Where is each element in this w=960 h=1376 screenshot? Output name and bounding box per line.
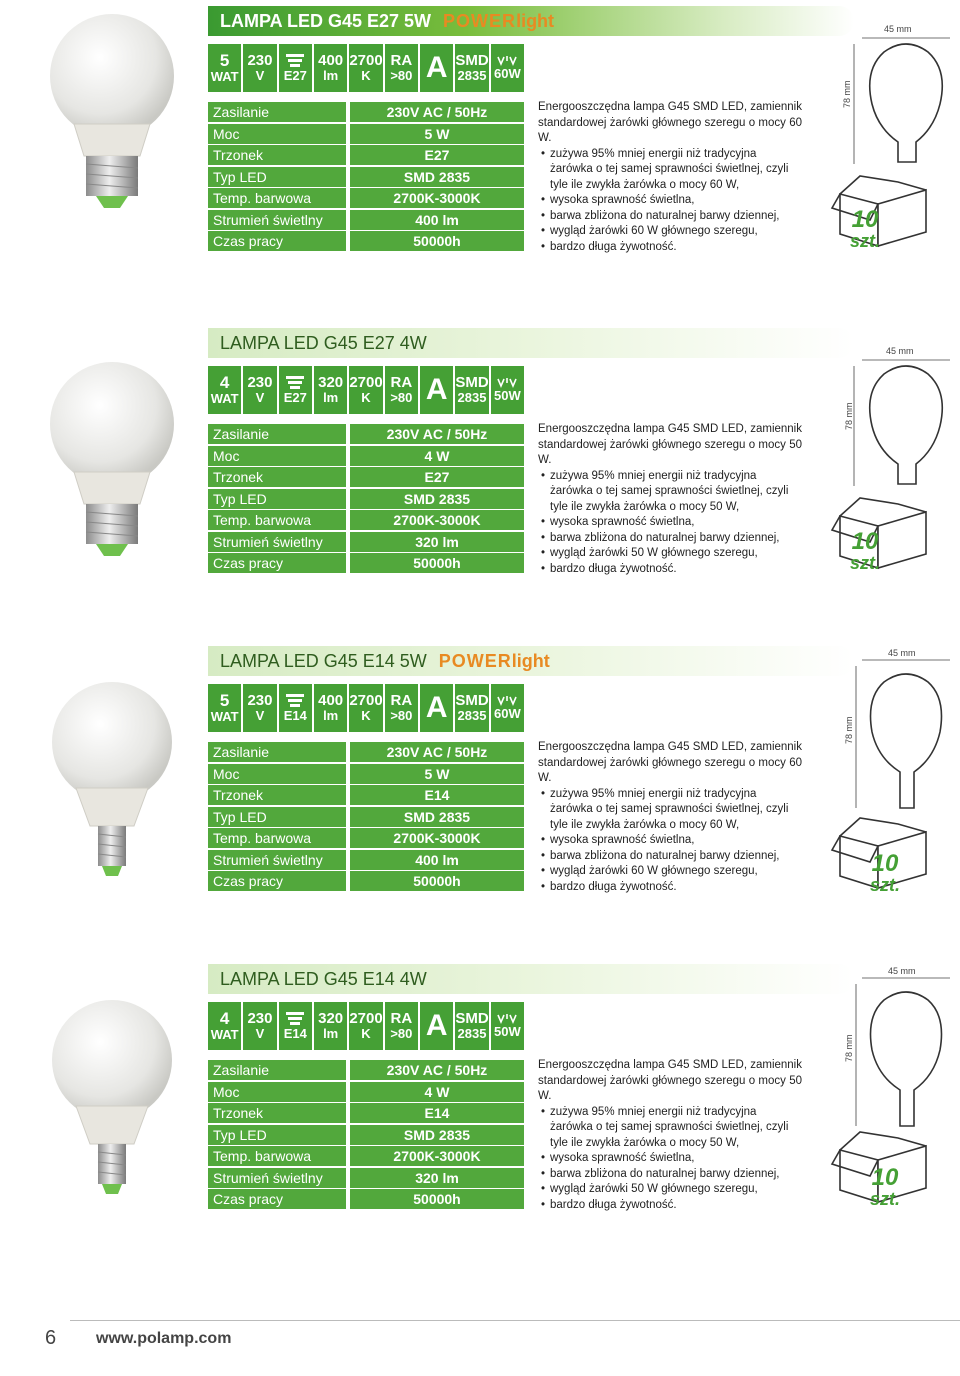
spec-value: 320 lm — [350, 532, 524, 552]
spec-row — [208, 1082, 524, 1102]
width-label: 45 mm — [888, 966, 916, 976]
spec-value: 4 W — [350, 1082, 524, 1102]
spec-value: 2700K-3000K — [350, 1146, 524, 1166]
lumen-icon: 320 lm — [314, 1002, 347, 1050]
spec-row — [208, 489, 524, 509]
cri-icon: RA >80 — [385, 1002, 418, 1050]
spec-row — [208, 124, 524, 144]
list-item: • zużywa 95% mniej energii niż tradycyjna żarówka o tej samej sprawności świetlnej, czyli tyle ile zwykła żarówka o mocy 50 W, — [538, 1105, 802, 1152]
product-card — [0, 958, 960, 1258]
lumen-icon: 400 lm — [314, 684, 347, 732]
spec-row — [208, 510, 524, 530]
spec-label: Strumień świetlny — [208, 850, 346, 870]
cri-icon: RA >80 — [385, 684, 418, 732]
lumen-icon: 400 lm — [314, 44, 347, 92]
spec-value: 230V AC / 50Hz — [350, 1060, 524, 1080]
list-item: • barwa zbliżona do naturalnej barwy dziennej, — [538, 209, 802, 225]
spec-row — [208, 1103, 524, 1123]
description-intro: Energooszczędna lampa G45 SMD LED, zamiennik standardowej żarówki głównego szeregu o mocy 60 W. — [538, 741, 802, 784]
feature-icons — [208, 44, 524, 92]
spec-row — [208, 1125, 524, 1145]
list-item: • wygląd żarówki 60 W głównego szeregu, — [538, 224, 802, 240]
spec-label: Temp. barwowa — [208, 188, 346, 208]
spec-row — [208, 210, 524, 230]
product-card — [0, 640, 960, 940]
spec-label: Czas pracy — [208, 553, 346, 573]
list-item: • wygląd żarówki 50 W głównego szeregu, — [538, 546, 802, 562]
spec-row — [208, 167, 524, 187]
spec-table — [208, 102, 524, 253]
spec-value: SMD 2835 — [350, 1125, 524, 1145]
list-item: • zużywa 95% mniej energii niż tradycyjna żarówka o tej samej sprawności świetlnej, czyli tyle ile zwykła żarówka o mocy 60 W, — [538, 147, 802, 194]
list-item: • zużywa 95% mniej energii niż tradycyjna żarówka o tej samej sprawności świetlnej, czyli tyle ile zwykła żarówka o mocy 50 W, — [538, 469, 802, 516]
spec-row — [208, 785, 524, 805]
spec-row — [208, 1189, 524, 1209]
quantity-badge: 10 szt. — [850, 206, 881, 251]
product-title-bar — [208, 964, 854, 994]
powerlight-logo: POWERlight — [443, 11, 555, 31]
list-item: • bardzo długa żywotność. — [538, 1198, 802, 1214]
description-intro: Energooszczędna lampa G45 SMD LED, zamiennik standardowej żarówki głównego szeregu o mocy 50 W. — [538, 1059, 802, 1102]
spec-label: Temp. barwowa — [208, 1146, 346, 1166]
dimension-diagram — [820, 640, 960, 900]
spec-label: Trzonek — [208, 785, 346, 805]
feature-icons — [208, 1002, 524, 1050]
spec-value: SMD 2835 — [350, 489, 524, 509]
bulb-photo-icon — [22, 6, 202, 236]
feature-list — [538, 147, 802, 256]
wattage-icon: 4 WAT — [208, 1002, 241, 1050]
list-item: • wygląd żarówki 50 W głównego szeregu, — [538, 1182, 802, 1198]
spec-row — [208, 807, 524, 827]
product-description — [538, 740, 802, 895]
smd-icon: SMD 2835 — [455, 366, 488, 414]
spec-table — [208, 1060, 524, 1211]
spec-row — [208, 102, 524, 122]
base-socket-icon: E14 — [279, 684, 312, 732]
page-number: 6 — [45, 1327, 57, 1349]
spec-value: 320 lm — [350, 1168, 524, 1188]
list-item: • wysoka sprawność świetlna, — [538, 515, 802, 531]
list-item: • zużywa 95% mniej energii niż tradycyjna żarówka o tej samej sprawności świetlnej, czyli tyle ile zwykła żarówka o mocy 60 W, — [538, 787, 802, 834]
voltage-icon: 230 V — [243, 1002, 276, 1050]
list-item: • bardzo długa żywotność. — [538, 562, 802, 578]
spec-label: Typ LED — [208, 807, 346, 827]
spec-label: Czas pracy — [208, 1189, 346, 1209]
spec-value: 2700K-3000K — [350, 828, 524, 848]
spec-value: 4 W — [350, 446, 524, 466]
width-label: 45 mm — [886, 346, 914, 356]
feature-icons — [208, 366, 524, 414]
smd-icon: SMD 2835 — [455, 684, 488, 732]
energy-class-icon: A — [420, 1002, 453, 1050]
color-temp-icon: 2700 K — [349, 684, 382, 732]
spec-value: E14 — [350, 1103, 524, 1123]
product-title-bar — [208, 6, 854, 36]
base-socket-icon: E14 — [279, 1002, 312, 1050]
spec-row — [208, 231, 524, 251]
spec-table — [208, 742, 524, 893]
color-temp-icon: 2700 K — [349, 1002, 382, 1050]
product-description — [538, 1058, 802, 1213]
spec-row — [208, 1168, 524, 1188]
color-temp-icon: 2700 K — [349, 366, 382, 414]
list-item: • wysoka sprawność świetlna, — [538, 833, 802, 849]
base-socket-icon: E27 — [279, 44, 312, 92]
spec-label: Typ LED — [208, 489, 346, 509]
height-label: 78 mm — [844, 402, 854, 430]
spec-label: Zasilanie — [208, 742, 346, 762]
spec-row — [208, 764, 524, 784]
bulb-photo-icon — [22, 354, 202, 584]
spec-table — [208, 424, 524, 575]
spec-row — [208, 532, 524, 552]
spec-value: 230V AC / 50Hz — [350, 102, 524, 122]
product-title-bar — [208, 328, 854, 358]
width-label: 45 mm — [888, 648, 916, 658]
spec-value: 50000h — [350, 1189, 524, 1209]
list-item: • bardzo długa żywotność. — [538, 240, 802, 256]
spec-row — [208, 145, 524, 165]
base-socket-icon: E27 — [279, 366, 312, 414]
energy-class-icon: A — [420, 366, 453, 414]
height-label: 78 mm — [844, 1034, 854, 1062]
spec-value: SMD 2835 — [350, 167, 524, 187]
spec-label: Temp. barwowa — [208, 828, 346, 848]
list-item: • barwa zbliżona do naturalnej barwy dziennej, — [538, 531, 802, 547]
spec-value: 50000h — [350, 553, 524, 573]
spec-label: Moc — [208, 446, 346, 466]
spec-value: 50000h — [350, 871, 524, 891]
spec-value: 230V AC / 50Hz — [350, 424, 524, 444]
spec-row — [208, 742, 524, 762]
spec-label: Moc — [208, 1082, 346, 1102]
spec-value: 2700K-3000K — [350, 510, 524, 530]
bulb-equivalent-icon: 50W — [491, 1002, 524, 1050]
spec-label: Strumień świetlny — [208, 210, 346, 230]
product-description — [538, 422, 802, 577]
spec-label: Temp. barwowa — [208, 510, 346, 530]
bulb-equivalent-icon: 60W — [491, 684, 524, 732]
quantity-badge: 10 szt. — [870, 1164, 901, 1209]
wattage-icon: 4 WAT — [208, 366, 241, 414]
energy-class-icon: A — [420, 684, 453, 732]
voltage-icon: 230 V — [243, 684, 276, 732]
spec-label: Zasilanie — [208, 1060, 346, 1080]
spec-row — [208, 424, 524, 444]
spec-row — [208, 188, 524, 208]
spec-label: Zasilanie — [208, 102, 346, 122]
spec-label: Strumień świetlny — [208, 1168, 346, 1188]
spec-row — [208, 1146, 524, 1166]
list-item: • bardzo długa żywotność. — [538, 880, 802, 896]
cri-icon: RA >80 — [385, 44, 418, 92]
smd-icon: SMD 2835 — [455, 44, 488, 92]
spec-value: 400 lm — [350, 210, 524, 230]
spec-value: 400 lm — [350, 850, 524, 870]
spec-label: Typ LED — [208, 167, 346, 187]
bulb-photo-icon — [22, 988, 202, 1218]
bulb-equivalent-icon: 50W — [491, 366, 524, 414]
spec-row — [208, 850, 524, 870]
product-title: LAMPA LED G45 E14 5W POWERlight — [220, 651, 550, 671]
bulb-photo-icon — [22, 670, 202, 900]
voltage-icon: 230 V — [243, 44, 276, 92]
bulb-equivalent-icon: 60W — [491, 44, 524, 92]
spec-label: Zasilanie — [208, 424, 346, 444]
spec-label: Trzonek — [208, 145, 346, 165]
description-intro: Energooszczędna lampa G45 SMD LED, zamiennik standardowej żarówki głównego szeregu o mocy 50 W. — [538, 423, 802, 466]
voltage-icon: 230 V — [243, 366, 276, 414]
dimension-diagram — [820, 0, 960, 260]
quantity-badge: 10 szt. — [870, 850, 901, 895]
footer-divider — [70, 1320, 960, 1321]
spec-label: Typ LED — [208, 1125, 346, 1145]
list-item: • barwa zbliżona do naturalnej barwy dziennej, — [538, 1167, 802, 1183]
description-intro: Energooszczędna lampa G45 SMD LED, zamiennik standardowej żarówki głównego szeregu o mocy 60 W. — [538, 101, 802, 144]
feature-list — [538, 469, 802, 578]
spec-label: Trzonek — [208, 467, 346, 487]
cri-icon: RA >80 — [385, 366, 418, 414]
dimension-diagram — [820, 958, 960, 1218]
energy-class-icon: A — [420, 44, 453, 92]
smd-icon: SMD 2835 — [455, 1002, 488, 1050]
spec-row — [208, 871, 524, 891]
wattage-icon: 5 WAT — [208, 44, 241, 92]
spec-row — [208, 1060, 524, 1080]
spec-label: Trzonek — [208, 1103, 346, 1123]
spec-value: SMD 2835 — [350, 807, 524, 827]
wattage-icon: 5 WAT — [208, 684, 241, 732]
spec-value: E27 — [350, 145, 524, 165]
feature-list — [538, 1105, 802, 1214]
list-item: • wysoka sprawność świetlna, — [538, 1151, 802, 1167]
lumen-icon: 320 lm — [314, 366, 347, 414]
product-title: LAMPA LED G45 E14 4W — [220, 969, 427, 989]
spec-label: Moc — [208, 764, 346, 784]
product-title: LAMPA LED G45 E27 4W — [220, 333, 427, 353]
spec-label: Czas pracy — [208, 231, 346, 251]
product-card — [0, 322, 960, 622]
list-item: • wygląd żarówki 60 W głównego szeregu, — [538, 864, 802, 880]
spec-row — [208, 446, 524, 466]
spec-label: Moc — [208, 124, 346, 144]
spec-value: 2700K-3000K — [350, 188, 524, 208]
height-label: 78 mm — [844, 716, 854, 744]
product-description — [538, 100, 802, 255]
width-label: 45 mm — [884, 24, 912, 34]
feature-icons — [208, 684, 524, 732]
spec-value: 5 W — [350, 764, 524, 784]
product-title-bar — [208, 646, 854, 676]
quantity-badge: 10 szt. — [850, 528, 881, 573]
color-temp-icon: 2700 K — [349, 44, 382, 92]
spec-value: E14 — [350, 785, 524, 805]
list-item: • wysoka sprawność świetlna, — [538, 193, 802, 209]
product-card — [0, 0, 960, 300]
spec-row — [208, 553, 524, 573]
spec-value: 5 W — [350, 124, 524, 144]
spec-row — [208, 467, 524, 487]
product-title: LAMPA LED G45 E27 5W POWERlight — [220, 11, 555, 31]
spec-value: 230V AC / 50Hz — [350, 742, 524, 762]
spec-value: E27 — [350, 467, 524, 487]
spec-value: 50000h — [350, 231, 524, 251]
feature-list — [538, 787, 802, 896]
spec-row — [208, 828, 524, 848]
dimension-diagram — [820, 322, 960, 582]
height-label: 78 mm — [842, 80, 852, 108]
list-item: • barwa zbliżona do naturalnej barwy dziennej, — [538, 849, 802, 865]
spec-label: Strumień świetlny — [208, 532, 346, 552]
website-link[interactable]: www.polamp.com — [96, 1330, 232, 1347]
powerlight-logo: POWERlight — [438, 651, 550, 671]
spec-label: Czas pracy — [208, 871, 346, 891]
